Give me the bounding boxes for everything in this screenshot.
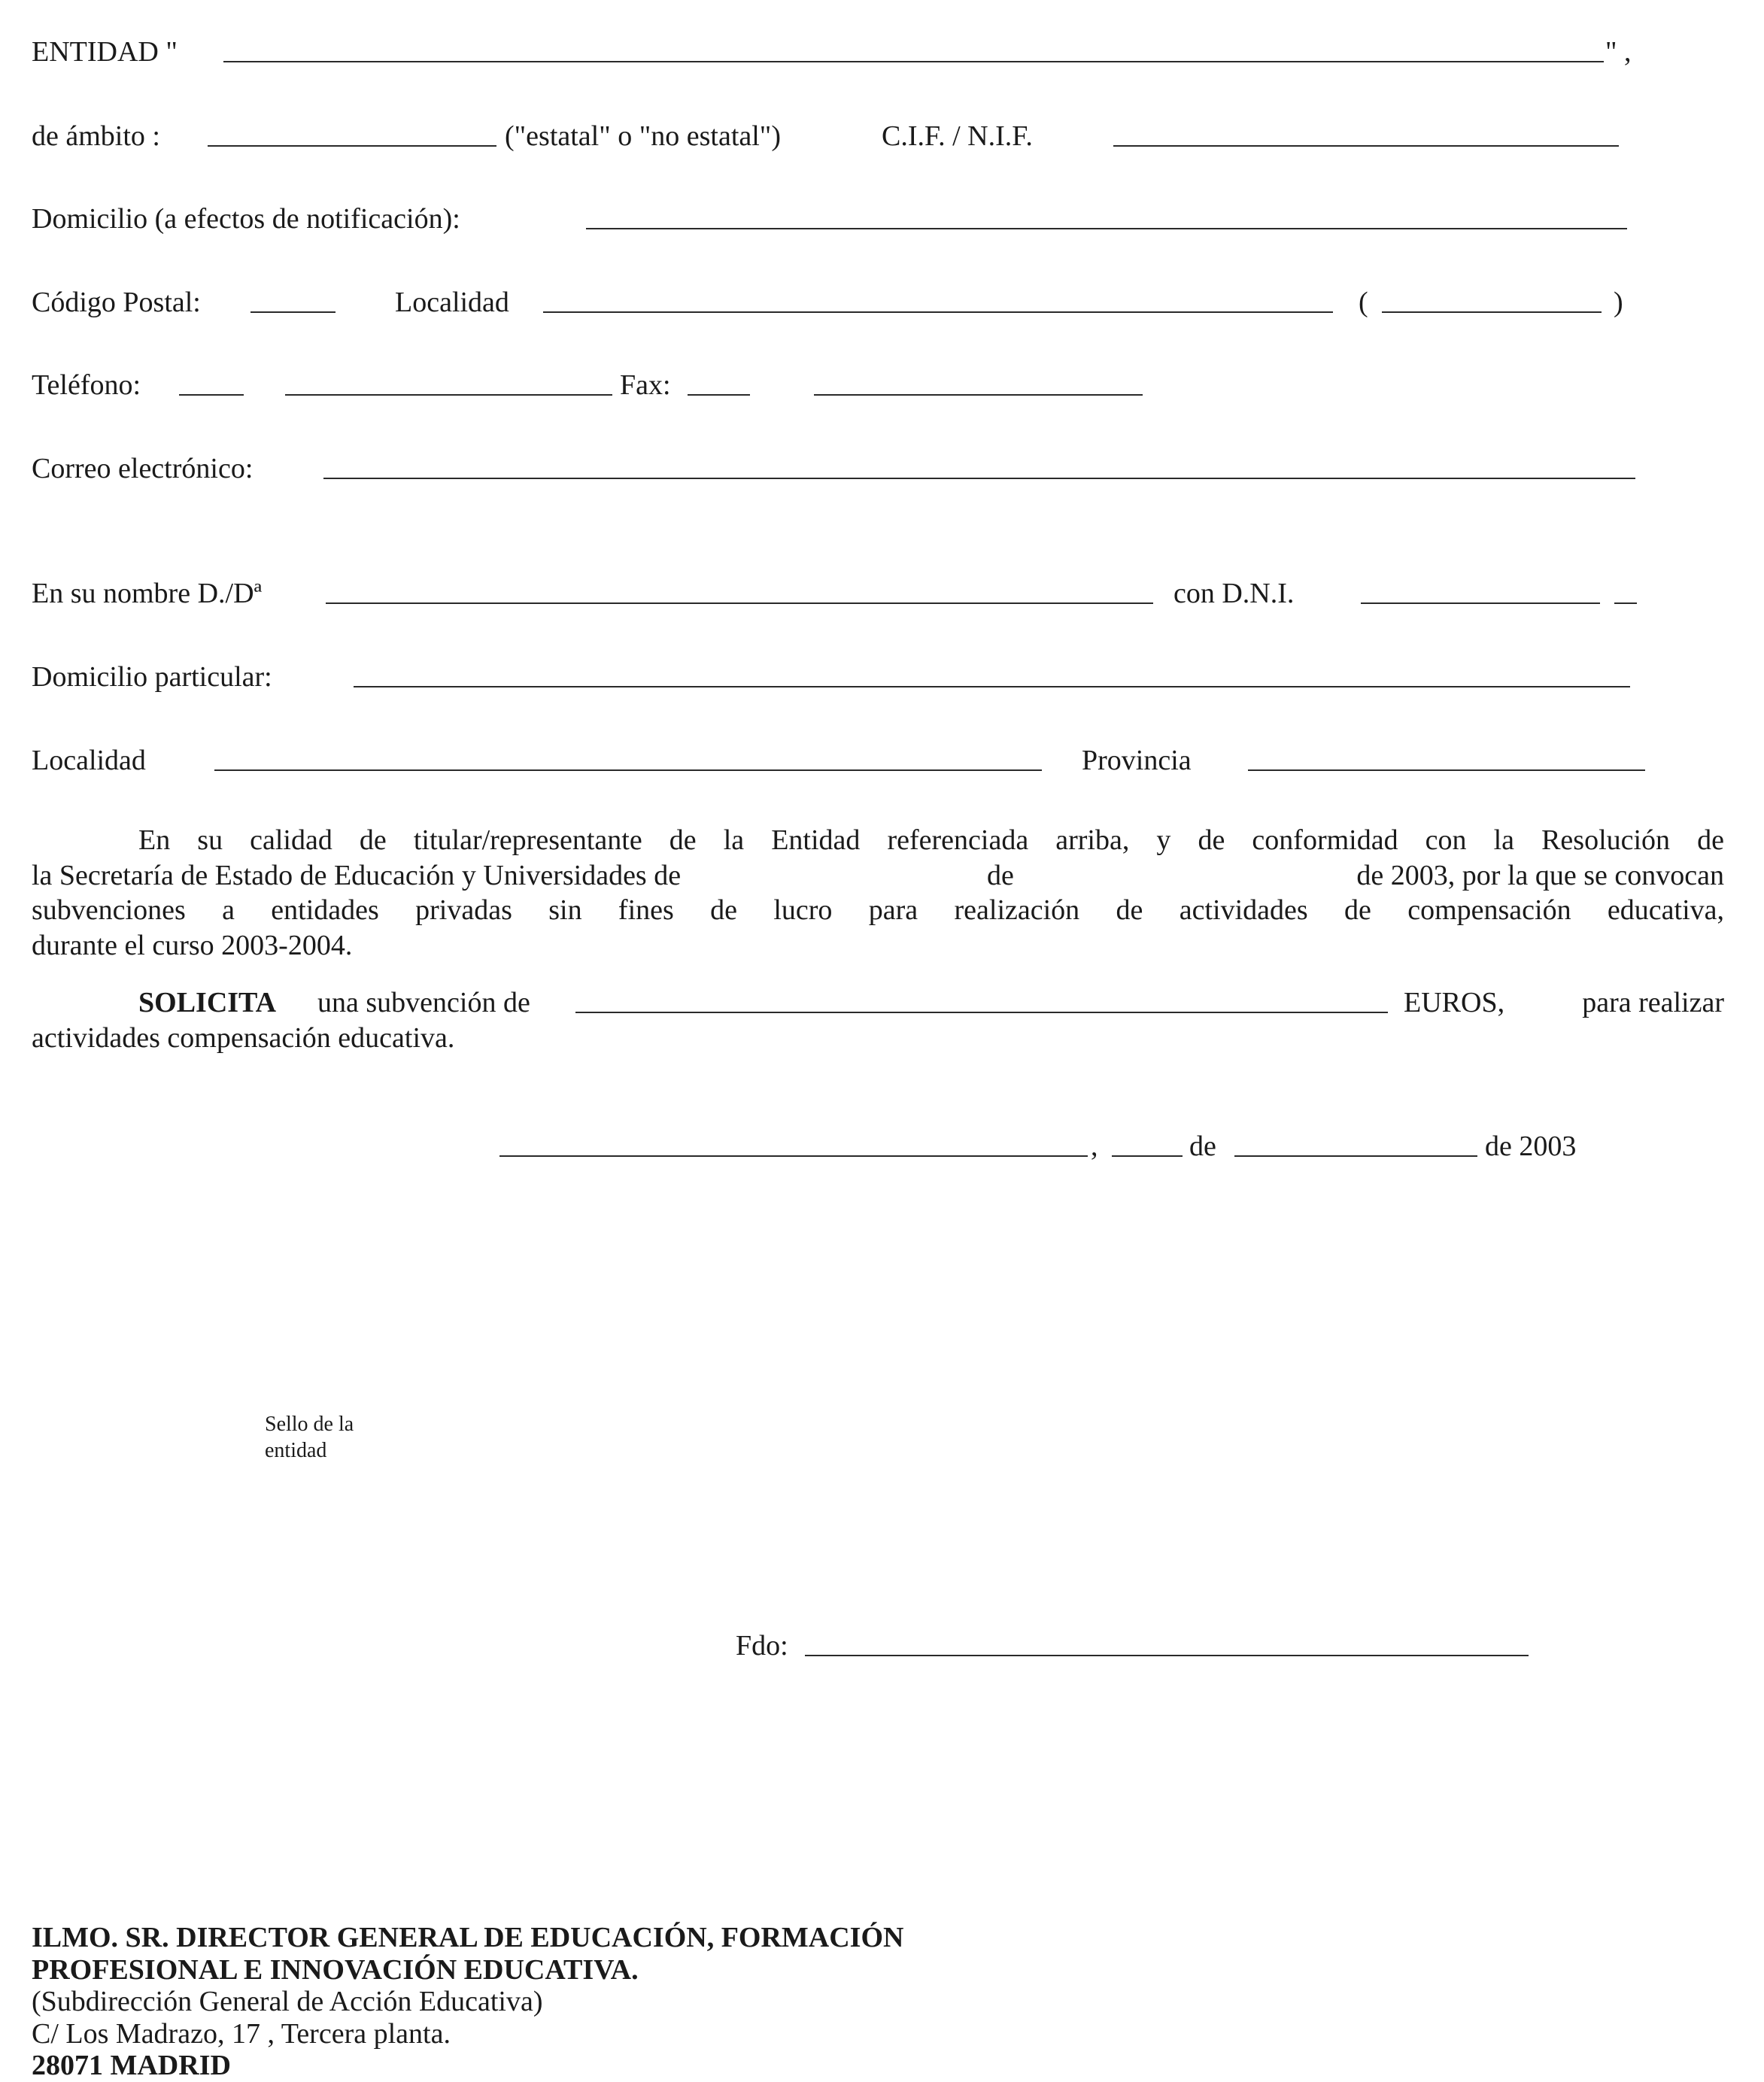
resolution-paragraph <box>32 823 1724 963</box>
cif-field[interactable] <box>1113 145 1619 147</box>
telefono-prefix-field[interactable] <box>179 394 244 396</box>
ambito-field[interactable] <box>208 145 496 147</box>
paragraph-line-2-a: la Secretaría de Estado de Educación y Universidades de <box>32 859 682 891</box>
sello-line-1: Sello de la <box>265 1413 354 1436</box>
domicilio-field[interactable] <box>586 228 1627 229</box>
destinatario-line-2: PROFESIONAL E INNOVACIÓN EDUCATIVA. <box>32 1953 639 1986</box>
correo-field[interactable] <box>323 478 1635 479</box>
paragraph-line-3: subvenciones a entidades privadas sin fines de lucro para realización de actividades de compensación educativa, <box>32 894 1724 926</box>
domicilio-label: Domicilio (a efectos de notificación): <box>32 203 460 235</box>
entidad-label: ENTIDAD " <box>32 36 178 68</box>
fecha-mes-field[interactable] <box>1234 1155 1477 1157</box>
dni-field[interactable] <box>1361 602 1600 604</box>
fax-label: Fax: <box>620 369 671 401</box>
paragraph-line-4: durante el curso 2003-2004. <box>32 929 353 961</box>
codigo-postal-field[interactable] <box>250 311 335 313</box>
fecha-de-1: de <box>1189 1131 1216 1162</box>
localidad-label: Localidad <box>395 287 509 318</box>
solicita-line-2: actividades compensación educativa. <box>32 1022 455 1054</box>
firma-label: Fdo: <box>736 1630 788 1662</box>
euros-label: EUROS, <box>1404 987 1505 1018</box>
destinatario-line-3: (Subdirección General de Acción Educativa) <box>32 1986 543 2017</box>
fecha-de-2003: de 2003 <box>1485 1131 1577 1162</box>
solicita-label: SOLICITA <box>138 987 277 1018</box>
entidad-close-quote: " , <box>1605 36 1632 68</box>
dni-letter-field[interactable] <box>1614 602 1637 604</box>
telefono-label: Teléfono: <box>32 369 141 401</box>
localidad-field[interactable] <box>543 311 1333 313</box>
solicita-text: una subvención de <box>317 987 530 1018</box>
sello-line-2: entidad <box>265 1439 327 1462</box>
ambito-hint: ("estatal" o "no estatal") <box>505 120 781 152</box>
solicita-row <box>32 985 1724 1020</box>
provincia-label: Provincia <box>1082 745 1192 776</box>
provincia-short-field[interactable] <box>1382 311 1602 313</box>
codigo-postal-label: Código Postal: <box>32 287 201 318</box>
nombre-label: En su nombre D./Dª <box>32 578 263 609</box>
firma-field[interactable] <box>805 1655 1529 1656</box>
entidad-field[interactable] <box>223 61 1604 62</box>
fecha-lugar-field[interactable] <box>499 1155 1088 1157</box>
paragraph-line-2-c: de 2003, por la que se convocan <box>1356 859 1724 891</box>
destinatario-line-4: C/ Los Madrazo, 17 , Tercera planta. <box>32 2017 451 2050</box>
para-realizar-label: para realizar <box>1582 987 1724 1018</box>
paragraph-line-1: En su calidad de titular/representante de la Entidad referenciada arriba, y de conformidad con la Resolución de <box>138 824 1724 856</box>
fax-prefix-field[interactable] <box>688 394 750 396</box>
localidad-particular-label: Localidad <box>32 745 146 776</box>
destinatario-line-5: 28071 MADRID <box>32 2050 231 2081</box>
paragraph-line-2-b: de <box>987 859 1014 891</box>
correo-label: Correo electrónico: <box>32 453 254 484</box>
nombre-field[interactable] <box>326 602 1153 604</box>
solicita-amount-field[interactable] <box>575 1012 1388 1013</box>
telefono-number-field[interactable] <box>285 394 612 396</box>
provincia-field[interactable] <box>1248 769 1645 771</box>
paragraph-line-2 <box>32 858 1724 894</box>
fecha-dia-field[interactable] <box>1112 1155 1183 1157</box>
sello-label <box>265 1411 354 1464</box>
ambito-label: de ámbito : <box>32 120 160 152</box>
destinatario-line-1: ILMO. SR. DIRECTOR GENERAL DE EDUCACIÓN, FORMACIÓN <box>32 1922 904 1953</box>
open-paren: ( <box>1359 287 1368 318</box>
domicilio-particular-label: Domicilio particular: <box>32 661 272 693</box>
domicilio-particular-field[interactable] <box>354 686 1630 687</box>
dni-label: con D.N.I. <box>1173 578 1295 609</box>
close-paren: ) <box>1614 287 1623 318</box>
fecha-comma: , <box>1091 1131 1098 1162</box>
localidad-particular-field[interactable] <box>214 769 1042 771</box>
cif-label: C.I.F. / N.I.F. <box>882 120 1033 152</box>
fax-number-field[interactable] <box>814 394 1143 396</box>
